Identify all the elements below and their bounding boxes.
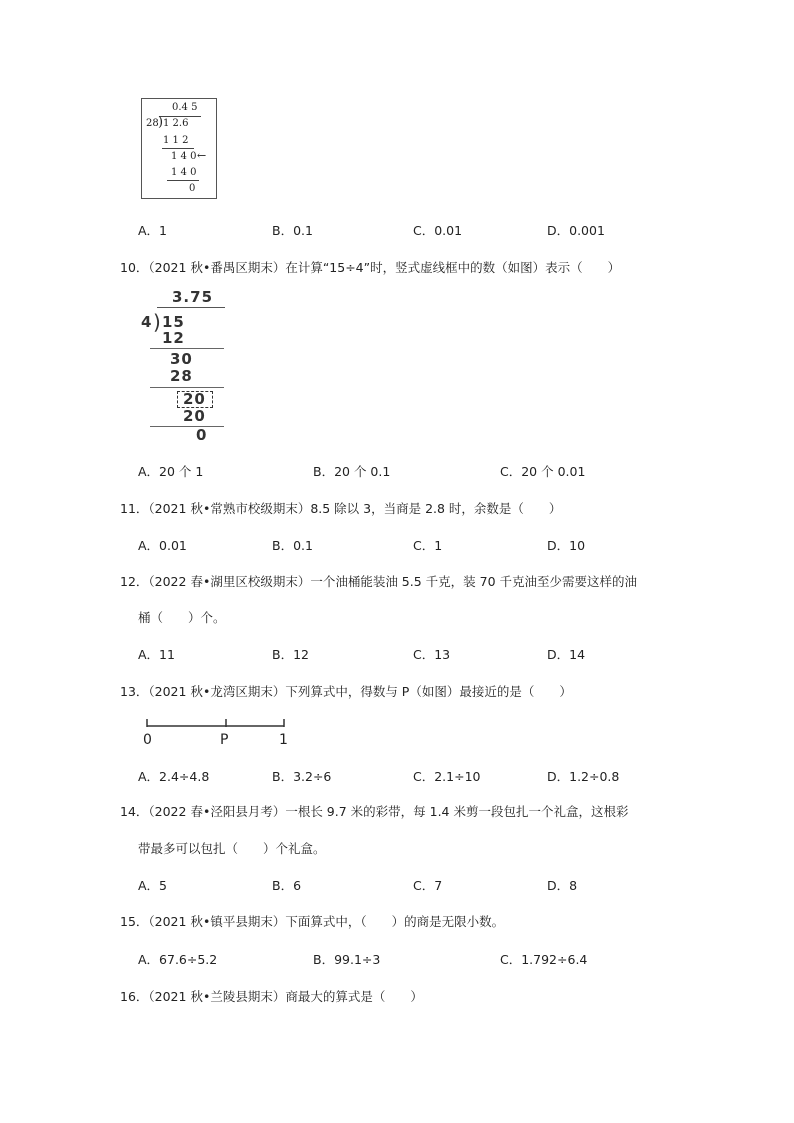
fig2-s4: 20	[183, 390, 206, 408]
fig1-divisor: 28	[146, 118, 159, 129]
q14-text-line2: 带最多可以包扎（ ）个礼盒。	[138, 841, 326, 856]
q12-option-b[interactable]: B．12	[272, 647, 309, 662]
fig1-rule-2	[167, 180, 199, 181]
fig2-rule-1	[150, 348, 224, 349]
q13-option-b[interactable]: B．3.2÷6	[272, 769, 332, 784]
fig1-remainder: 0	[189, 183, 196, 194]
fig1-quotient: 0.4 5	[172, 102, 198, 113]
arrow-left-icon: ←	[197, 149, 207, 162]
fig2-s5: 20	[183, 407, 206, 425]
q9-option-b[interactable]: B．0.1	[272, 223, 313, 238]
fig1-step2: 1 4 0	[171, 151, 197, 162]
fig2-rule-2	[150, 387, 224, 388]
fig2-quotient: 3.75	[172, 288, 214, 306]
q10-option-c[interactable]: C．20 个 0.01	[500, 464, 586, 479]
fig2-bracket: )	[153, 310, 162, 334]
q12-option-d[interactable]: D．14	[547, 647, 586, 662]
q15-option-a[interactable]: A．67.6÷5.2	[138, 952, 218, 967]
q15-option-b[interactable]: B．99.1÷3	[313, 952, 381, 967]
fig2-dividend: 15	[162, 313, 185, 331]
q9-option-a[interactable]: A．1	[138, 223, 168, 238]
q12-text-line1: 12．（2022 春•湖里区校级期末）一个油桶能装油 5.5 千克，装 70 千克油至少需要这样的油	[120, 574, 637, 589]
q14-option-b[interactable]: B．6	[272, 878, 302, 893]
number-line-label-0: 0	[143, 732, 152, 748]
q12-option-c[interactable]: C．13	[413, 647, 451, 662]
fig2-s6: 0	[196, 426, 208, 444]
q14-option-a[interactable]: A．5	[138, 878, 168, 893]
q14-text-line1: 14．（2022 春•泾阳县月考）一根长 9.7 米的彩带，每 1.4 米剪一段包扎一个礼盒，这根彩	[120, 804, 629, 819]
q15-option-c[interactable]: C．1.792÷6.4	[500, 952, 588, 967]
q11-option-a[interactable]: A．0.01	[138, 538, 187, 553]
fig2-s1: 12	[162, 329, 185, 347]
fig1-dividend: 1 2.6	[163, 118, 189, 129]
q12-text-line2: 桶（ ）个。	[138, 610, 226, 625]
fig2-s3: 28	[170, 367, 193, 385]
number-line-label-1: 1	[279, 732, 288, 748]
q10-option-b[interactable]: B．20 个 0.1	[313, 464, 391, 479]
fig1-bracket: )	[158, 115, 164, 130]
q10-option-a[interactable]: A．20 个 1	[138, 464, 204, 479]
q9-option-c[interactable]: C．0.01	[413, 223, 463, 238]
q13-option-d[interactable]: D．1.2÷0.8	[547, 769, 620, 784]
q9-option-d[interactable]: D．0.001	[547, 223, 605, 238]
number-line-label-p: P	[220, 732, 229, 748]
fig1-step1: 1 1 2	[163, 135, 189, 146]
long-division-figure-1	[141, 98, 217, 199]
fig2-bar	[157, 307, 225, 308]
q13-text: 13．（2021 秋•龙湾区期末）下列算式中，得数与 P（如图）最接近的是（ ）	[120, 684, 572, 699]
fig1-rule-1	[162, 148, 194, 149]
q14-option-c[interactable]: C．7	[413, 878, 443, 893]
q11-option-d[interactable]: D．10	[547, 538, 586, 553]
q13-option-c[interactable]: C．2.1÷10	[413, 769, 481, 784]
fig2-divisor: 4	[141, 313, 153, 331]
q15-text: 15．（2021 秋•镇平县期末）下面算式中，（ ）的商是无限小数。	[120, 914, 505, 929]
fig1-step3: 1 4 0	[171, 167, 197, 178]
q11-option-b[interactable]: B．0.1	[272, 538, 313, 553]
q13-option-a[interactable]: A．2.4÷4.8	[138, 769, 210, 784]
q12-option-a[interactable]: A．11	[138, 647, 175, 662]
fig2-s2: 30	[170, 350, 193, 368]
fig2-rule-3	[150, 426, 224, 427]
q11-text: 11．（2021 秋•常熟市校级期末）8.5 除以 3，当商是 2.8 时，余数是（ ）	[120, 501, 562, 516]
fig1-bar	[159, 116, 201, 117]
q14-option-d[interactable]: D．8	[547, 878, 578, 893]
q16-text: 16．（2021 秋•兰陵县期末）商最大的算式是（ ）	[120, 989, 423, 1004]
q11-option-c[interactable]: C．1	[413, 538, 443, 553]
q10-text: 10．（2021 秋•番禺区期末）在计算“15÷4”时，竖式虚线框中的数（如图）表示（ ）	[120, 260, 621, 275]
